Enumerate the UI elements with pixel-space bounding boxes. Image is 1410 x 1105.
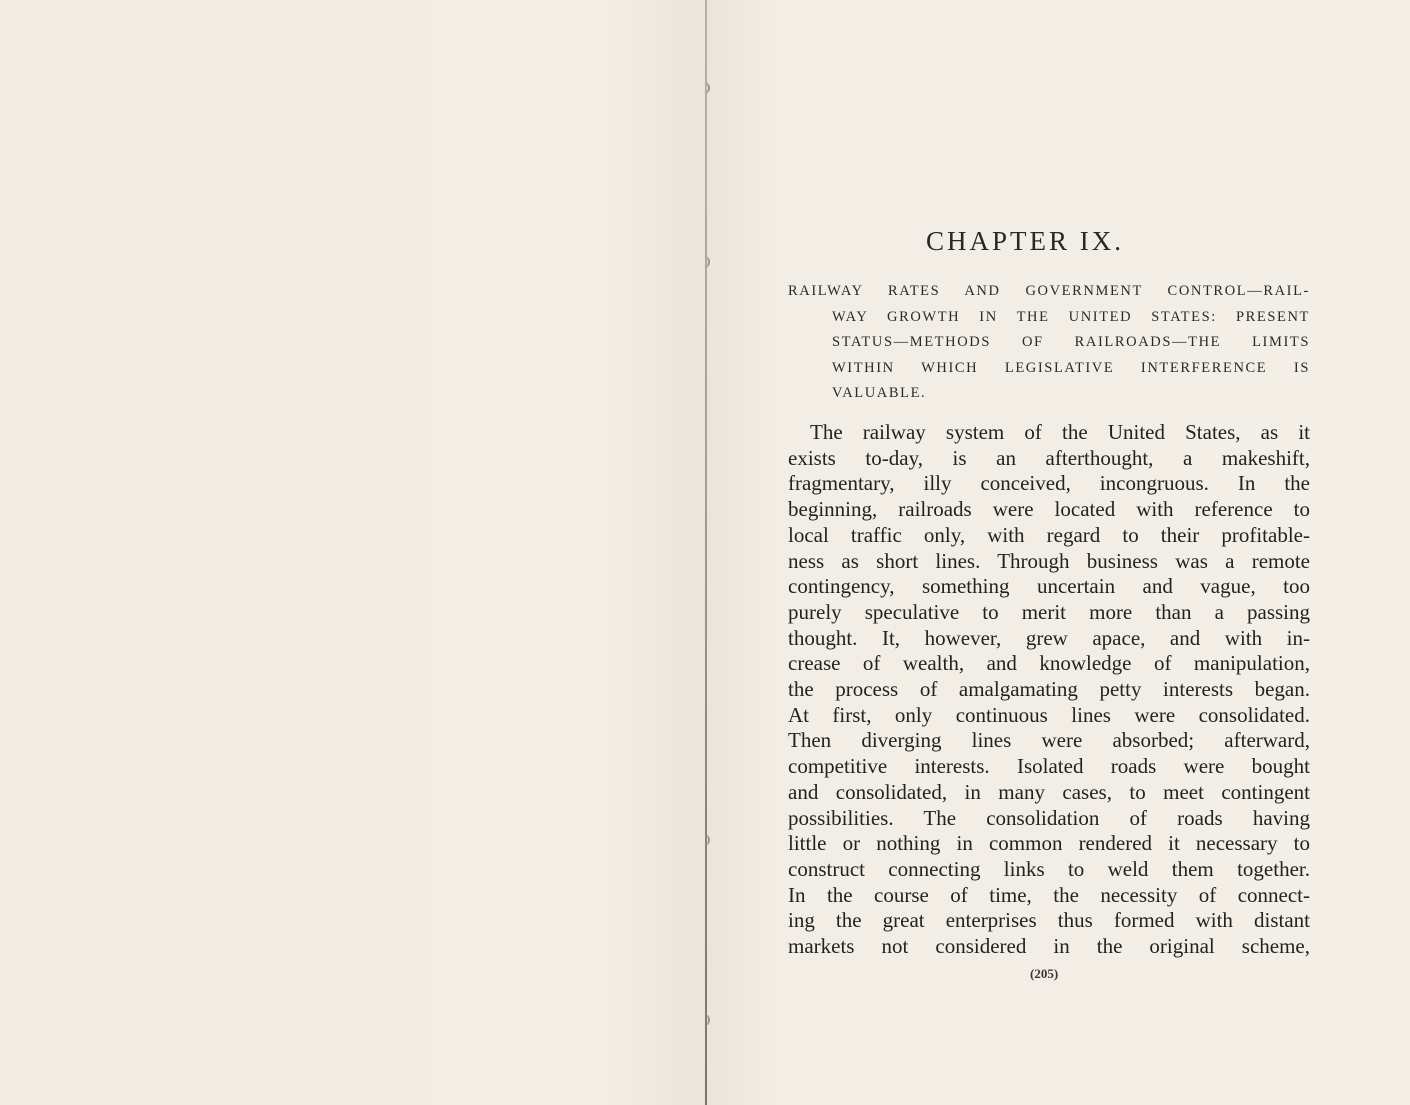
- synopsis-line: WAY GROWTH IN THE UNITED STATES: PRESENT: [832, 308, 1310, 325]
- body-line: At first, only continuous lines were consolidated.: [788, 702, 1310, 727]
- chapter-heading-text: CHAPTER IX.: [926, 226, 1125, 256]
- body-line: ness as short lines. Through business was a remote: [788, 548, 1310, 573]
- body-line: the process of amalgamating petty interests began.: [788, 677, 1310, 702]
- body-line: possibilities. The consolidation of roads having: [788, 805, 1310, 830]
- right-page: [706, 0, 1410, 1105]
- chapter-heading: [706, 226, 1410, 257]
- body-line: local traffic only, with regard to their profitable-: [788, 522, 1310, 547]
- page-number: [706, 966, 1410, 982]
- body-line: ing the great enterprises thus formed with distant: [788, 908, 1310, 933]
- chapter-synopsis: [788, 279, 1310, 407]
- body-paragraph: [788, 420, 1310, 960]
- body-line: exists to-day, is an afterthought, a makeshift,: [788, 445, 1310, 470]
- body-line: markets not considered in the original scheme,: [788, 934, 1310, 959]
- body-line: In the course of time, the necessity of connect-: [788, 882, 1310, 907]
- body-line: and consolidated, in many cases, to meet contingent: [788, 779, 1310, 804]
- synopsis-line: WITHIN WHICH LEGISLATIVE INTERFERENCE IS: [832, 359, 1310, 376]
- page-number-text: (205): [1030, 966, 1059, 981]
- body-line: competitive interests. Isolated roads were bought: [788, 754, 1310, 779]
- synopsis-line: RAILWAY RATES AND GOVERNMENT CONTROL—RAIL-: [788, 283, 1310, 299]
- synopsis-line: STATUS—METHODS OF RAILROADS—THE LIMITS: [832, 334, 1310, 351]
- body-line: beginning, railroads were located with reference to: [788, 497, 1310, 522]
- body-line: fragmentary, illy conceived, incongruous. In the: [788, 471, 1310, 496]
- body-line: contingency, something uncertain and vague, too: [788, 574, 1310, 599]
- book-spine-gutter: [705, 0, 707, 1105]
- body-line: crease of wealth, and knowledge of manipulation,: [788, 651, 1310, 676]
- body-line: thought. It, however, grew apace, and with in-: [788, 625, 1310, 650]
- body-line: purely speculative to merit more than a passing: [788, 599, 1310, 624]
- body-line: The railway system of the United States, as it: [810, 420, 1310, 444]
- body-line: Then diverging lines were absorbed; afterward,: [788, 728, 1310, 753]
- synopsis-line: VALUABLE.: [832, 385, 927, 402]
- body-line: construct connecting links to weld them together.: [788, 856, 1310, 881]
- body-line: little or nothing in common rendered it necessary to: [788, 831, 1310, 856]
